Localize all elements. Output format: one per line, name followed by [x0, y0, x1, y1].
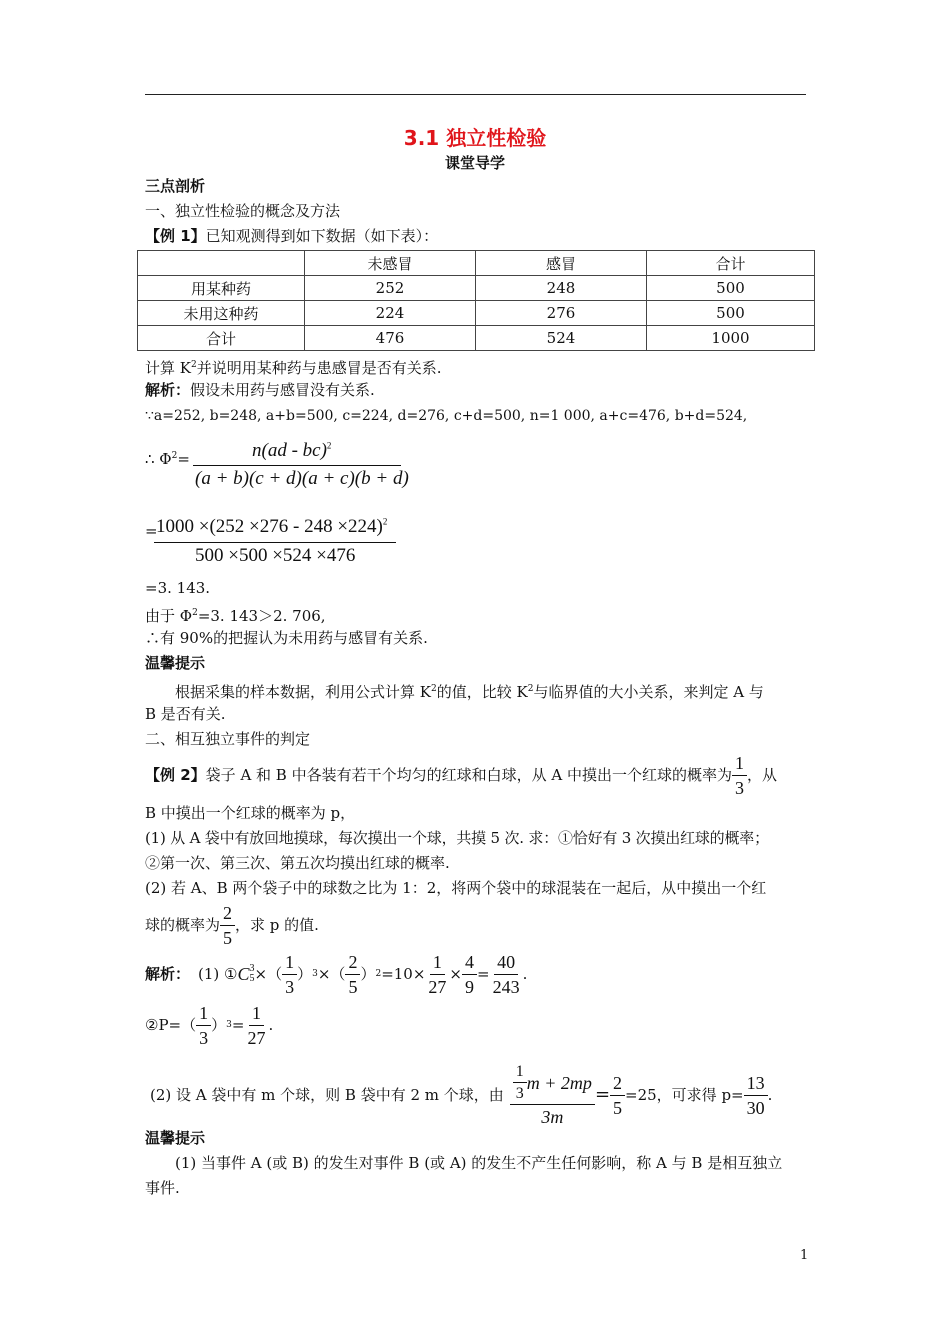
conclusion: ∴有 90%的把握认为未用药与感冒有关系. [145, 629, 428, 647]
table-row [138, 276, 815, 301]
part2-heading: 二、相互独立事件的判定 [145, 730, 311, 748]
analysis2-line3: (2) 设 A 袋中有 m 个球，则 B 袋中有 2 m 个球，由 $\frac{1}{3}$ m + 2mp 3m = $\frac{2}{5}$ =25，可求得 p= $\frac{13}{30}$ . [150, 1063, 773, 1127]
table-cell: 524 [476, 326, 647, 351]
tip-text: 根据采集的样本数据，利用公式计算 $K^2$的值，比较 $K^2$与临界值的大小关系，来判定 A 与 [175, 683, 764, 701]
table-cell: 用某种药 [138, 276, 305, 301]
table-cell: 248 [476, 276, 647, 301]
question2: (2) 若 A、B 两个袋子中的球数之比为 1：2，将两个袋中的球混装在一起后，从中摸出一个红 [145, 879, 767, 897]
tip-heading: 温馨提示 [145, 654, 206, 672]
fraction-one-third: $\frac{1}{3}$ [732, 752, 747, 799]
example1-statement [145, 226, 438, 246]
question2-line2: 球的概率为 $\frac{2}{5}$ ，求 p 的值. [145, 902, 319, 948]
compound-fraction: $\frac{1}{3}$ m + 2mp 3m [510, 1062, 595, 1128]
analysis-label: 解析： [145, 381, 191, 399]
formula-numerator: n(ad - bc)$^2$ [252, 440, 332, 461]
table-cell: 500 [647, 276, 815, 301]
part1-heading: 一、独立性检验的概念及方法 [145, 202, 341, 220]
table-cell: 未用这种药 [138, 301, 305, 326]
header-rule [145, 94, 806, 95]
table-cell: 500 [647, 301, 815, 326]
analysis2-line2: ②P= （ $\frac{1}{3}$ ） 3 = $\frac{1}{27}$ . [145, 1002, 274, 1048]
page-title: 3.1 独立性检验 [403, 126, 547, 150]
analysis2-line1: 解析： (1) ① C 3 5 × （ $\frac{1}{3}$ ） 3 × （ $\frac{2}{5}$ ） 2 =10× $\frac{1}{27}$ × $\frac{4}{9}$ = $\frac{40}{243}$ . [145, 951, 528, 997]
combination-symbol: C 3 5 [237, 963, 255, 984]
comparison: 由于 $\Phi^2=3$. 143＞2. 706, [145, 607, 326, 625]
table-header-cell: 感冒 [476, 251, 647, 276]
substitution-numerator: $1000 \times(252 \times 276 - 248 \times 224)^2$ [156, 516, 388, 537]
example1-analysis: 解析：假设未用药与感冒没有关系. [145, 381, 375, 399]
table-row [138, 301, 815, 326]
tip2-text: (1) 当事件 A (或 B) 的发生对事件 B (或 A) 的发生不产生任何影响，称 A 与 B 是相互独立 [175, 1154, 783, 1172]
table-cell: 252 [305, 276, 476, 301]
table-header-cell [138, 251, 305, 276]
example2-statement: 【例 2】 袋子 A 和 B 中各装有若干个均匀的红球和白球，从 A 中摸出一个红球的概率为 $\frac{1}{3}$ ，从 [145, 752, 777, 798]
data-table [137, 250, 815, 351]
formula-denominator: (a + b)(c + d)(a + c)(b + d) [195, 468, 409, 489]
substitution-prefix: = [145, 522, 158, 540]
example1-label: 【例 1】 [145, 227, 206, 245]
example1-text: 已知观测得到如下数据（如下表）： [205, 227, 439, 245]
formula-fraction-bar [193, 465, 401, 466]
substitution-fraction-bar [154, 542, 396, 543]
table-header-row [138, 251, 815, 276]
question1-part2: ②第一次、第三次、第五次均摸出红球的概率. [145, 854, 450, 872]
page-subtitle: 课堂导学 [444, 154, 505, 172]
result-value: =3. 143. [145, 579, 211, 597]
question1: (1) 从 A 袋中有放回地摸球，每次摸出一个球，共摸 5 次. 求：①恰好有 3 次摸出红球的概率； [145, 829, 769, 847]
tip2-heading: 温馨提示 [145, 1129, 206, 1147]
example2-line2: B 中摸出一个红球的概率为 p， [145, 804, 356, 822]
tip2-text-line2: 事件. [145, 1179, 180, 1197]
fraction-two-fifths: $\frac{2}{5}$ [220, 902, 235, 949]
tip-text-line2: B 是否有关. [145, 705, 226, 723]
table-cell: 276 [476, 301, 647, 326]
page-number: 1 [800, 1248, 809, 1263]
table-header-cell: 未感冒 [305, 251, 476, 276]
given-values: ∵a=252, b=248, a+b=500, c=224, d=276, c+d=500, n=1 000, a+c=476, b+d=524, [145, 408, 748, 424]
table-row [138, 326, 815, 351]
therefore-phi: ∴ $\Phi^2=$ [145, 450, 190, 468]
table-cell: 224 [305, 301, 476, 326]
table-cell: 476 [305, 326, 476, 351]
example1-question: 计算 $K^2$并说明用某种药与患感冒是否有关系. [145, 359, 442, 377]
table-cell: 合计 [138, 326, 305, 351]
table-cell: 1000 [647, 326, 815, 351]
table-header-cell: 合计 [647, 251, 815, 276]
section-heading: 三点剖析 [145, 177, 206, 195]
substitution-denominator: 500 ×500 ×524 ×476 [195, 545, 356, 566]
